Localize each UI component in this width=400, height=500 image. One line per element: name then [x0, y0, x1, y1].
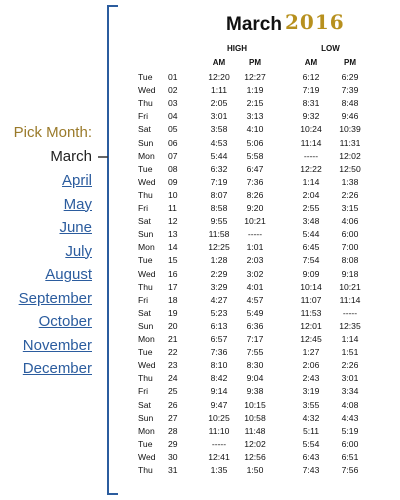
weekday-cell: Mon — [138, 334, 155, 344]
table-row — [130, 85, 400, 97]
weekday-cell: Mon — [138, 150, 155, 161]
high-pm-header: PM — [249, 58, 261, 67]
low-am-cell: 4:32 — [302, 412, 320, 423]
low-pm-cell: 4:43 — [341, 412, 359, 423]
high-pm-cell: 9:04 — [246, 373, 264, 384]
date-cell: 05 — [168, 124, 178, 135]
low-am-cell: 7:19 — [302, 85, 320, 96]
low-am-cell: 5:44 — [302, 229, 320, 240]
date-cell: 15 — [168, 255, 178, 266]
table-row — [130, 308, 400, 320]
weekday-cell: Fri — [138, 386, 149, 397]
low-am-cell: 2:06 — [302, 360, 320, 371]
low-pm-cell: 12:35 — [339, 320, 361, 331]
table-title: March — [226, 14, 282, 35]
low-am-cell: 6:12 — [302, 72, 320, 82]
weekday-cell: Sun — [138, 412, 154, 423]
weekday-cell: Wed — [138, 85, 156, 96]
weekday-cell: Tue — [138, 438, 153, 449]
date-cell: 12 — [168, 216, 178, 227]
date-cell: 23 — [168, 360, 178, 371]
table-row — [130, 111, 400, 123]
high-am-cell: 1:28 — [210, 255, 228, 266]
weekday-cell: Thu — [138, 189, 153, 200]
month-link-december[interactable]: December — [22, 360, 92, 377]
high-am-cell: 9:14 — [210, 386, 228, 397]
date-cell: 27 — [168, 412, 178, 423]
low-pm-cell: 12:50 — [339, 163, 361, 174]
low-am-cell: 3:19 — [302, 386, 320, 397]
high-am-cell: 9:47 — [210, 399, 228, 410]
low-pm-cell: 6:00 — [341, 438, 359, 449]
high-am-cell: 9:55 — [210, 216, 228, 227]
weekday-cell: Mon — [138, 425, 155, 436]
low-am-cell: 6:45 — [302, 242, 320, 253]
low-am-cell: 10:14 — [300, 281, 322, 292]
high-am-cell: 6:13 — [210, 320, 228, 331]
high-am-cell: 11:10 — [208, 425, 230, 436]
date-cell: 06 — [168, 137, 178, 148]
weekday-cell: Tue — [138, 72, 153, 82]
weekday-cell: Tue — [138, 255, 153, 266]
high-am-cell: 7:19 — [210, 176, 228, 187]
weekday-cell: Thu — [138, 281, 153, 292]
low-am-cell: 3:55 — [302, 399, 320, 410]
high-pm-cell: 10:15 — [244, 399, 266, 410]
table-row — [130, 426, 400, 438]
table-row — [130, 242, 400, 254]
low-am-cell: ----- — [303, 150, 319, 161]
low-pm-cell: 9:18 — [341, 268, 359, 279]
month-link-april[interactable]: April — [61, 172, 92, 189]
low-pm-cell: 11:31 — [339, 137, 361, 148]
weekday-cell: Fri — [138, 294, 149, 305]
high-pm-cell: ----- — [247, 229, 263, 240]
low-header: LOW — [321, 44, 340, 53]
low-pm-cell: 6:29 — [341, 72, 359, 82]
low-pm-cell: 10:21 — [339, 281, 361, 292]
high-am-cell: 2:05 — [210, 98, 228, 109]
table-row — [130, 255, 400, 267]
low-pm-cell: 8:48 — [341, 98, 359, 109]
high-am-cell: 12:25 — [208, 242, 230, 253]
weekday-cell: Thu — [138, 373, 153, 384]
high-am-cell: 12:41 — [208, 451, 230, 462]
high-pm-cell: 6:36 — [246, 320, 264, 331]
date-cell: 01 — [168, 72, 178, 82]
table-row — [130, 400, 400, 412]
date-cell: 07 — [168, 150, 178, 161]
high-pm-cell: 9:38 — [246, 386, 264, 397]
weekday-cell: Thu — [138, 98, 153, 109]
table-row — [130, 347, 400, 359]
low-pm-cell: 2:26 — [341, 189, 359, 200]
table-year: 2016 — [285, 10, 345, 34]
table-row — [130, 190, 400, 202]
month-link-july[interactable]: July — [65, 242, 92, 260]
high-pm-cell: 9:20 — [246, 203, 264, 213]
low-pm-cell: 3:01 — [341, 373, 359, 384]
date-cell: 17 — [168, 281, 178, 292]
high-pm-cell: 2:03 — [246, 255, 264, 266]
low-pm-cell: 7:56 — [341, 465, 359, 475]
low-am-cell: 7:54 — [302, 255, 320, 266]
current-month-label: March — [50, 148, 92, 165]
high-am-cell: 4:53 — [210, 137, 228, 148]
high-am-cell: 6:57 — [210, 334, 228, 344]
date-cell: 11 — [168, 203, 177, 213]
high-am-cell: 5:23 — [210, 307, 228, 318]
date-cell: 24 — [168, 373, 178, 384]
table-row — [130, 229, 400, 241]
table-row — [130, 203, 400, 215]
date-cell: 16 — [168, 268, 178, 279]
high-am-cell: 1:35 — [210, 465, 228, 475]
low-am-cell: 1:14 — [302, 176, 320, 187]
date-cell: 25 — [168, 386, 178, 397]
low-am-cell: 8:31 — [302, 98, 320, 109]
table-row — [130, 216, 400, 228]
low-am-cell: 6:43 — [302, 451, 320, 462]
low-am-cell: 3:48 — [302, 216, 320, 227]
low-am-cell: 10:24 — [300, 124, 322, 135]
month-link-may[interactable]: May — [63, 195, 92, 213]
date-cell: 14 — [168, 242, 178, 253]
high-pm-cell: 5:49 — [246, 307, 264, 318]
high-pm-cell: 11:48 — [244, 425, 266, 436]
table-row — [130, 177, 400, 189]
table-row — [130, 360, 400, 372]
low-pm-cell: 9:46 — [341, 111, 359, 122]
high-am-cell: 10:25 — [208, 412, 230, 423]
high-header: HIGH — [227, 44, 247, 53]
low-am-cell: 9:09 — [302, 268, 320, 279]
date-cell: 02 — [168, 85, 178, 96]
date-cell: 28 — [168, 425, 178, 436]
date-cell: 08 — [168, 163, 178, 174]
table-row — [130, 334, 400, 346]
date-cell: 19 — [168, 307, 178, 318]
weekday-cell: Sat — [138, 307, 151, 318]
low-am-cell: 5:54 — [302, 438, 320, 449]
low-pm-cell: 3:34 — [341, 386, 359, 397]
high-am-cell: 2:29 — [210, 268, 228, 279]
date-cell: 18 — [168, 294, 178, 305]
high-pm-cell: 5:06 — [246, 137, 264, 148]
low-pm-cell: 1:38 — [341, 176, 359, 187]
high-pm-cell: 5:58 — [246, 150, 264, 161]
date-cell: 03 — [168, 98, 178, 109]
high-pm-cell: 1:50 — [246, 465, 264, 475]
high-am-cell: 6:32 — [210, 163, 228, 174]
low-pm-cell: 3:15 — [341, 203, 359, 213]
high-pm-cell: 12:27 — [244, 72, 266, 82]
month-navigation — [0, 0, 100, 500]
low-pm-cell: 4:08 — [341, 399, 359, 410]
low-pm-cell: 2:26 — [341, 360, 359, 371]
low-am-cell: 11:53 — [300, 307, 322, 318]
high-pm-cell: 10:58 — [244, 412, 266, 423]
high-am-cell: ----- — [211, 438, 227, 449]
high-am-cell: 5:44 — [210, 150, 228, 161]
high-pm-cell: 4:01 — [246, 281, 264, 292]
low-pm-cell: 5:19 — [341, 425, 359, 436]
low-am-cell: 12:22 — [300, 163, 322, 174]
table-row — [130, 465, 400, 477]
high-am-cell: 4:27 — [210, 294, 228, 305]
table-row — [130, 439, 400, 451]
high-pm-cell: 4:57 — [246, 294, 264, 305]
low-pm-cell: 11:14 — [339, 294, 361, 305]
high-pm-cell: 7:17 — [246, 334, 264, 344]
low-am-cell: 7:43 — [302, 465, 320, 475]
tide-table — [130, 0, 400, 500]
weekday-cell: Sat — [138, 124, 151, 135]
high-pm-cell: 3:13 — [246, 111, 264, 122]
high-am-cell: 8:10 — [210, 360, 228, 371]
low-pm-cell: 1:14 — [341, 334, 359, 344]
high-pm-cell: 7:55 — [246, 347, 264, 358]
high-pm-cell: 7:36 — [246, 176, 264, 187]
high-pm-cell: 12:56 — [244, 451, 266, 462]
low-am-cell: 9:32 — [302, 111, 320, 122]
low-am-cell: 11:14 — [300, 137, 322, 148]
high-am-cell: 8:58 — [210, 203, 228, 213]
high-pm-cell: 1:19 — [246, 85, 264, 96]
high-pm-cell: 2:15 — [246, 98, 264, 109]
low-pm-header: PM — [344, 58, 356, 67]
high-am-cell: 3:58 — [210, 124, 228, 135]
low-am-cell: 2:43 — [302, 373, 320, 384]
low-pm-cell: 4:06 — [341, 216, 359, 227]
low-pm-cell: 12:02 — [339, 150, 361, 161]
table-row — [130, 321, 400, 333]
table-row — [130, 269, 400, 281]
high-am-cell: 8:42 — [210, 373, 228, 384]
low-pm-cell: 7:39 — [341, 85, 359, 96]
table-row — [130, 282, 400, 294]
low-pm-cell: 1:51 — [341, 347, 359, 358]
month-link-november[interactable]: November — [22, 336, 92, 354]
high-am-cell: 11:58 — [208, 229, 230, 240]
high-pm-cell: 1:01 — [246, 242, 264, 253]
weekday-cell: Fri — [138, 203, 149, 213]
date-cell: 29 — [168, 438, 178, 449]
high-am-header: AM — [212, 58, 226, 67]
high-pm-cell: 3:02 — [246, 268, 264, 279]
high-am-cell: 7:36 — [210, 347, 228, 358]
date-cell: 21 — [168, 334, 178, 344]
table-row — [130, 413, 400, 425]
low-pm-cell: ----- — [342, 307, 358, 318]
low-am-cell: 5:11 — [302, 425, 320, 436]
table-row — [130, 124, 400, 136]
weekday-cell: Sat — [138, 399, 151, 410]
high-am-cell: 3:01 — [210, 111, 228, 122]
table-row — [130, 72, 400, 84]
date-cell: 20 — [168, 320, 178, 331]
high-am-cell: 3:29 — [210, 281, 228, 292]
high-pm-cell: 12:02 — [244, 438, 266, 449]
weekday-cell: Wed — [138, 451, 156, 462]
high-pm-cell: 8:30 — [246, 360, 264, 371]
high-pm-cell: 4:10 — [246, 124, 264, 135]
table-row — [130, 98, 400, 110]
high-pm-cell: 6:47 — [246, 163, 264, 174]
date-cell: 04 — [168, 111, 178, 122]
weekday-cell: Sun — [138, 229, 154, 240]
weekday-cell: Wed — [138, 360, 156, 371]
weekday-cell: Sat — [138, 216, 151, 227]
weekday-cell: Mon — [138, 242, 155, 253]
month-link-august[interactable]: August — [45, 266, 92, 283]
high-am-cell: 12:20 — [208, 72, 230, 82]
date-cell: 10 — [168, 189, 178, 200]
low-am-cell: 12:01 — [300, 320, 322, 331]
month-bracket — [96, 0, 126, 500]
weekday-cell: Fri — [138, 111, 149, 122]
table-row — [130, 138, 400, 150]
weekday-cell: Tue — [138, 347, 153, 358]
low-am-cell: 11:07 — [300, 294, 322, 305]
high-pm-cell: 10:21 — [244, 216, 266, 227]
weekday-cell: Wed — [138, 176, 156, 187]
table-row — [130, 151, 400, 163]
low-pm-cell: 6:51 — [341, 451, 359, 462]
table-row — [130, 373, 400, 385]
high-am-cell: 8:07 — [210, 189, 228, 200]
table-row — [130, 452, 400, 464]
month-link-june[interactable]: June — [59, 219, 92, 236]
date-cell: 13 — [168, 229, 178, 240]
low-pm-cell: 8:08 — [341, 255, 359, 266]
low-pm-cell: 7:00 — [341, 242, 359, 253]
month-link-october[interactable]: October — [38, 313, 92, 330]
date-cell: 30 — [168, 451, 178, 462]
date-cell: 31 — [168, 465, 178, 475]
weekday-cell: Tue — [138, 163, 153, 174]
date-cell: 22 — [168, 347, 178, 358]
table-row — [130, 386, 400, 398]
month-link-september[interactable]: September — [18, 289, 92, 307]
weekday-cell: Thu — [138, 465, 153, 475]
low-am-header: AM — [304, 58, 318, 67]
low-am-cell: 12:45 — [300, 334, 322, 344]
weekday-cell: Sun — [138, 137, 154, 148]
low-am-cell: 2:04 — [302, 189, 320, 200]
table-row — [130, 295, 400, 307]
table-row — [130, 164, 400, 176]
weekday-cell: Wed — [138, 268, 156, 279]
weekday-cell: Sun — [138, 320, 154, 331]
high-pm-cell: 8:26 — [246, 189, 264, 200]
low-pm-cell: 10:39 — [339, 124, 361, 135]
high-am-cell: 1:11 — [210, 85, 228, 96]
date-cell: 26 — [168, 399, 178, 410]
low-am-cell: 1:27 — [302, 347, 320, 358]
date-cell: 09 — [168, 176, 178, 187]
low-am-cell: 2:55 — [302, 203, 320, 213]
low-pm-cell: 6:00 — [341, 229, 359, 240]
pick-month-label: Pick Month: — [13, 124, 92, 141]
